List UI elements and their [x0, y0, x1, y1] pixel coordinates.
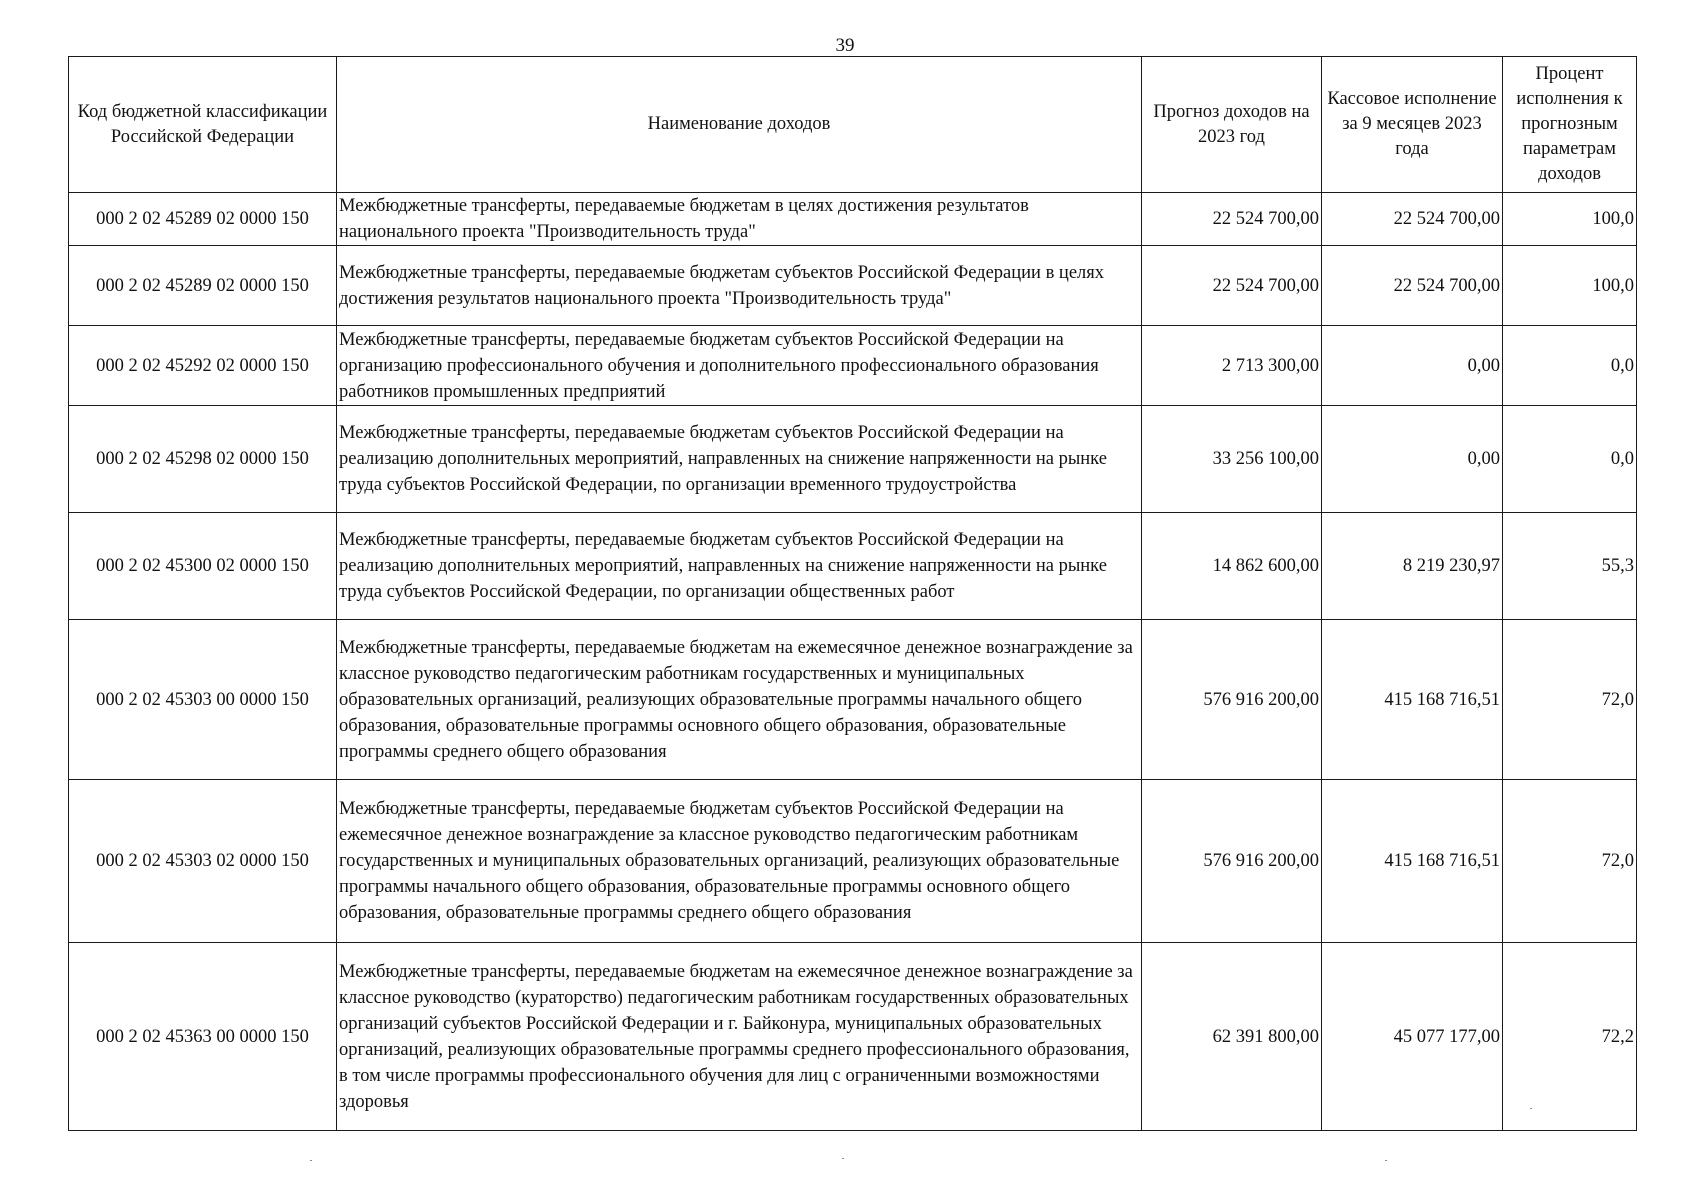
scan-speck	[1530, 1108, 1532, 1109]
table-body	[69, 193, 1637, 1131]
table-row	[69, 193, 1637, 246]
row-code: 000 2 02 45298 02 0000 150	[69, 406, 337, 513]
row-forecast: 33 256 100,00	[1142, 406, 1322, 513]
header-actual: Кассовое исполнение за 9 месяцев 2023 года	[1322, 57, 1503, 193]
row-name: Межбюджетные трансферты, передаваемые бюджетам на ежемесячное денежное вознаграждение за классное руководство педагогическим работникам государственных и муниципальных образовательных организаций, реализующих образовательные программы начального общего образования, образовательные программы основного общего образования, образовательные программы среднего общего образования	[337, 620, 1142, 780]
row-percent: 100,0	[1503, 193, 1637, 246]
row-code: 000 2 02 45303 02 0000 150	[69, 780, 337, 943]
row-forecast: 2 713 300,00	[1142, 326, 1322, 406]
row-percent: 72,2	[1503, 943, 1637, 1131]
row-percent: 72,0	[1503, 620, 1637, 780]
row-name: Межбюджетные трансферты, передаваемые бюджетам в целях достижения результатов национального проекта "Производительность труда"	[337, 193, 1142, 246]
row-actual: 8 219 230,97	[1322, 513, 1503, 620]
row-name: Межбюджетные трансферты, передаваемые бюджетам на ежемесячное денежное вознаграждение за классное руководство (кураторство) педагогическим работникам государственных образовательных организаций субъектов Российской Федерации и г. Байконура, муниципальных образовательных организаций, реализующих образовательные программы среднего профессионального образования, в том числе программы профессионального обучения для лиц с ограниченными возможностями здоровья	[337, 943, 1142, 1131]
row-forecast: 22 524 700,00	[1142, 193, 1322, 246]
row-name: Межбюджетные трансферты, передаваемые бюджетам субъектов Российской Федерации на реализацию дополнительных мероприятий, направленных на снижение напряженности на рынке труда субъектов Российской Федерации, по организации общественных работ	[337, 513, 1142, 620]
row-percent: 72,0	[1503, 780, 1637, 943]
row-actual: 415 168 716,51	[1322, 780, 1503, 943]
table-row	[69, 246, 1637, 326]
row-forecast: 62 391 800,00	[1142, 943, 1322, 1131]
row-actual: 0,00	[1322, 326, 1503, 406]
row-forecast: 22 524 700,00	[1142, 246, 1322, 326]
header-name: Наименование доходов	[337, 57, 1142, 193]
row-percent: 0,0	[1503, 326, 1637, 406]
row-code: 000 2 02 45300 02 0000 150	[69, 513, 337, 620]
page-number: 39	[835, 35, 855, 56]
table-row	[69, 513, 1637, 620]
row-percent: 100,0	[1503, 246, 1637, 326]
row-actual: 22 524 700,00	[1322, 193, 1503, 246]
row-actual: 22 524 700,00	[1322, 246, 1503, 326]
row-actual: 415 168 716,51	[1322, 620, 1503, 780]
row-code: 000 2 02 45289 02 0000 150	[69, 246, 337, 326]
header-code: Код бюджетной классификации Российской Федерации	[69, 57, 337, 193]
scan-speck	[310, 1160, 312, 1161]
row-forecast: 576 916 200,00	[1142, 620, 1322, 780]
row-actual: 45 077 177,00	[1322, 943, 1503, 1131]
row-code: 000 2 02 45303 00 0000 150	[69, 620, 337, 780]
row-name: Межбюджетные трансферты, передаваемые бюджетам субъектов Российской Федерации на реализацию дополнительных мероприятий, направленных на снижение напряженности на рынке труда субъектов Российской Федерации, по организации временного трудоустройства	[337, 406, 1142, 513]
row-percent: 0,0	[1503, 406, 1637, 513]
row-name: Межбюджетные трансферты, передаваемые бюджетам субъектов Российской Федерации на ежемесячное денежное вознаграждение за классное руководство педагогическим работникам государственных и муниципальных образовательных организаций, реализующих образовательные программы начального общего образования, образовательные программы основного общего образования, образовательные программы среднего общего образования	[337, 780, 1142, 943]
table-row	[69, 326, 1637, 406]
row-code: 000 2 02 45292 02 0000 150	[69, 326, 337, 406]
header-row	[69, 57, 1637, 193]
table-header	[69, 57, 1637, 193]
table-row	[69, 943, 1637, 1131]
scan-speck	[842, 1158, 844, 1159]
row-percent: 55,3	[1503, 513, 1637, 620]
header-forecast: Прогноз доходов на 2023 год	[1142, 57, 1322, 193]
row-forecast: 576 916 200,00	[1142, 780, 1322, 943]
row-actual: 0,00	[1322, 406, 1503, 513]
header-percent: Процент исполнения к прогнозным параметрам доходов	[1503, 57, 1637, 193]
table-row	[69, 406, 1637, 513]
revenue-table	[68, 56, 1637, 1131]
scan-speck	[1385, 1160, 1387, 1161]
row-code: 000 2 02 45363 00 0000 150	[69, 943, 337, 1131]
row-forecast: 14 862 600,00	[1142, 513, 1322, 620]
table-row	[69, 780, 1637, 943]
row-name: Межбюджетные трансферты, передаваемые бюджетам субъектов Российской Федерации в целях достижения результатов национального проекта "Производительность труда"	[337, 246, 1142, 326]
row-code: 000 2 02 45289 02 0000 150	[69, 193, 337, 246]
row-name: Межбюджетные трансферты, передаваемые бюджетам субъектов Российской Федерации на организацию профессионального обучения и дополнительного профессионального образования работников промышленных предприятий	[337, 326, 1142, 406]
table-row	[69, 620, 1637, 780]
